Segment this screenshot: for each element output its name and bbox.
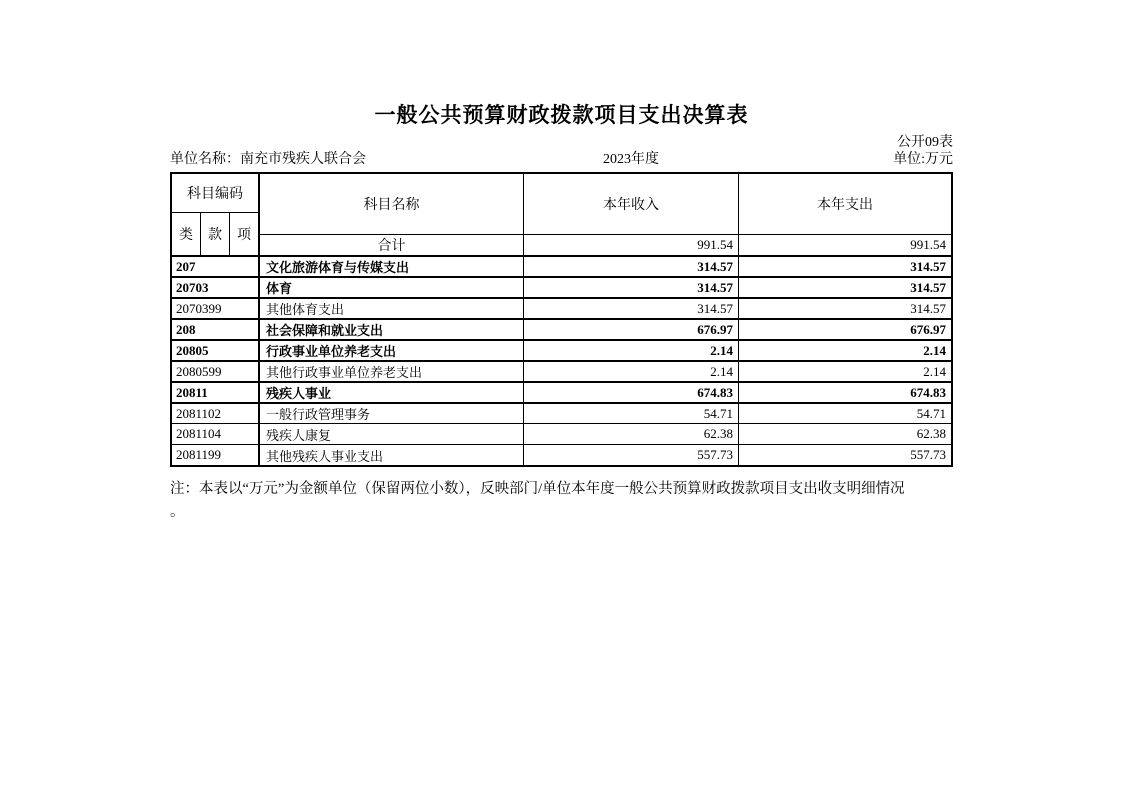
table-row [172,339,951,360]
code-subheader-section: 款 [201,213,230,255]
current-year-income-header: 本年收入 [524,174,739,234]
table-row [172,444,951,465]
cell-income: 2.14 [524,341,739,360]
cell-name: 其他体育支出 [260,299,524,318]
form-number-label: 公开09表 [897,135,953,150]
fiscal-year-label: 2023年度 [603,152,659,167]
subject-code-header-block [172,174,260,255]
cell-expense: 2.14 [923,363,946,379]
cell-code: 2081102 [172,404,260,423]
cell-name: 体育 [260,278,524,297]
cell-code: 2070399 [172,299,260,318]
total-income: 991.54 [524,235,739,255]
table-row [172,255,951,276]
cell-code: 207 [172,257,260,276]
cell-expense: 676.97 [910,321,946,337]
table-row [172,318,951,339]
cell-code: 2081104 [172,424,260,444]
cell-expense: 314.57 [910,300,946,316]
cell-income: 674.83 [524,383,739,402]
table-row [172,297,951,318]
cell-income: 2.14 [524,362,739,381]
cell-expense: 674.83 [910,384,946,400]
info-line [170,148,953,168]
cell-name: 残疾人事业 [260,383,524,402]
table-row [172,360,951,381]
cell-name: 行政事业单位养老支出 [260,341,524,360]
cell-code: 208 [172,320,260,339]
cell-income: 314.57 [524,257,739,276]
currency-unit-label: 单位:万元 [893,152,953,167]
cell-expense: 54.71 [916,405,946,421]
cell-code: 2080599 [172,362,260,381]
cell-name: 残疾人康复 [260,424,524,444]
code-subheader-class: 类 [172,213,201,255]
cell-code: 20703 [172,278,260,297]
table-row [172,423,951,444]
subject-name-header: 科目名称 [260,174,524,234]
cell-name: 其他行政事业单位养老支出 [260,362,524,381]
cell-expense: 62.38 [916,426,946,441]
header-right-block [260,174,951,255]
cell-income: 676.97 [524,320,739,339]
cell-name: 社会保障和就业支出 [260,320,524,339]
table-row [172,402,951,423]
cell-code: 20811 [172,383,260,402]
cell-code: 20805 [172,341,260,360]
total-expense: 991.54 [910,237,946,252]
footnote-line1: 注：本表以“万元”为金额单位（保留两位小数），反映部门/单位本年度一般公共预算财政拨款项目支出收支明细情况 [170,481,905,497]
page-title: 一般公共预算财政拨款项目支出决算表 [374,103,749,127]
cell-income: 54.71 [524,404,739,423]
subject-code-header: 科目编码 [172,174,258,213]
cell-income: 314.57 [524,299,739,318]
table-header [172,174,951,255]
code-subheader-item: 项 [237,228,251,243]
cell-income: 62.38 [524,424,739,444]
cell-expense: 314.57 [910,279,946,295]
budget-expenditure-table [170,172,953,467]
total-label: 合计 [260,235,524,255]
table-row [172,381,951,402]
current-year-expense-header: 本年支出 [817,198,873,213]
cell-code: 2081199 [172,445,260,465]
footnote [170,478,960,524]
cell-name: 文化旅游体育与传媒支出 [260,257,524,276]
table-body [172,255,951,465]
table-row [172,276,951,297]
total-row [260,235,951,255]
column-headers [260,174,951,235]
cell-expense: 2.14 [923,342,946,358]
cell-expense: 314.57 [910,258,946,274]
code-subheader-row [172,213,258,255]
cell-income: 314.57 [524,278,739,297]
cell-name: 其他残疾人事业支出 [260,445,524,465]
cell-income: 557.73 [524,445,739,465]
footnote-line2: 。 [170,504,185,520]
cell-expense: 557.73 [910,447,946,462]
cell-name: 一般行政管理事务 [260,404,524,423]
unit-name-label: 单位名称：南充市残疾人联合会 [170,152,366,167]
